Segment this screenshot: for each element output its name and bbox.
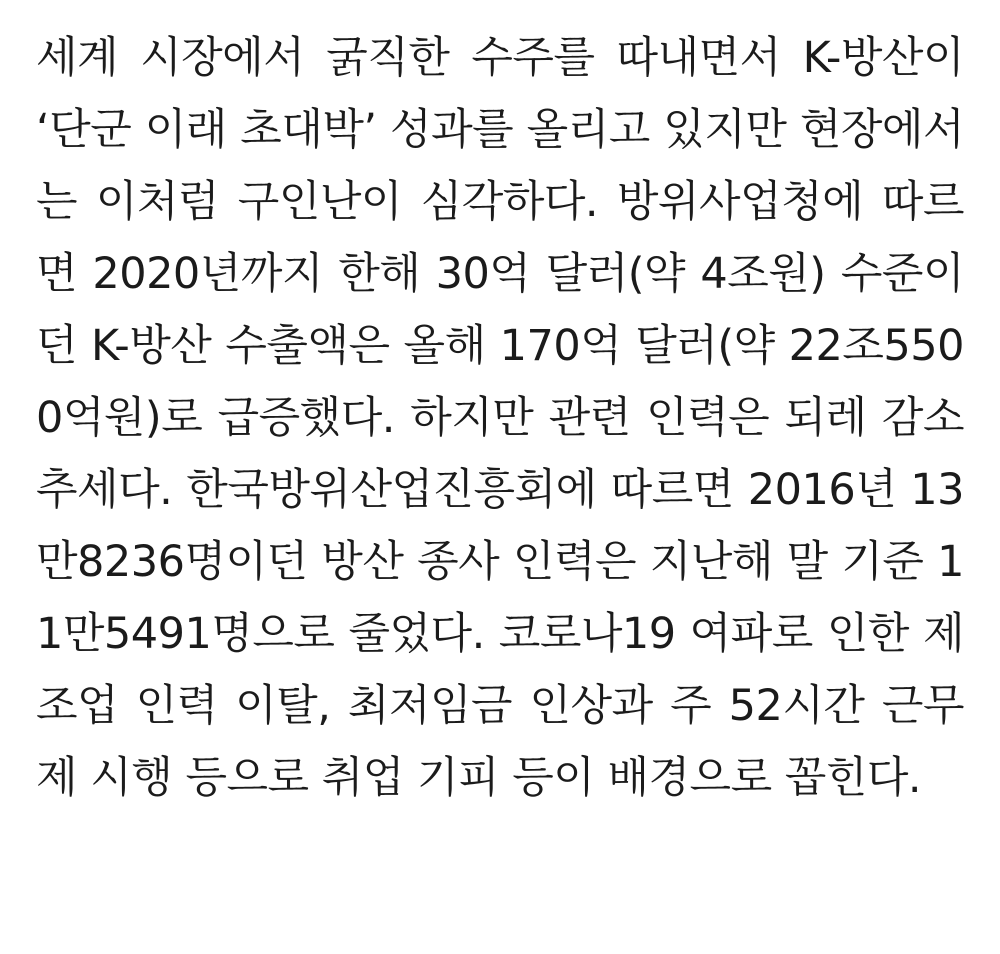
article-body-text: 세계 시장에서 굵직한 수주를 따내면서 K-방산이 ‘단군 이래 초대박’ 성과를 올리고 있지만 현장에서는 이처럼 구인난이 심각하다. 방위사업청에 따르면 2020년까지 한해 30억 달러(약 4조원) 수준이던 K-방산 수출액은 올해 170억 달러(약 22조5500억원)로 급증했다. 하지만 관련 인력은 되레 감소 추세다. 한국방위산업진흥회에 따르면 2016년 13만8236명이던 방산 종사 인력은 지난해 말 기준 11만5491명으로 줄었다. 코로나19 여파로 인한 제조업 인력 이탈, 최저임금 인상과 주 52시간 근무제 시행 등으로 취업 기피 등이 배경으로 꼽힌다.	[36, 33, 978, 803]
